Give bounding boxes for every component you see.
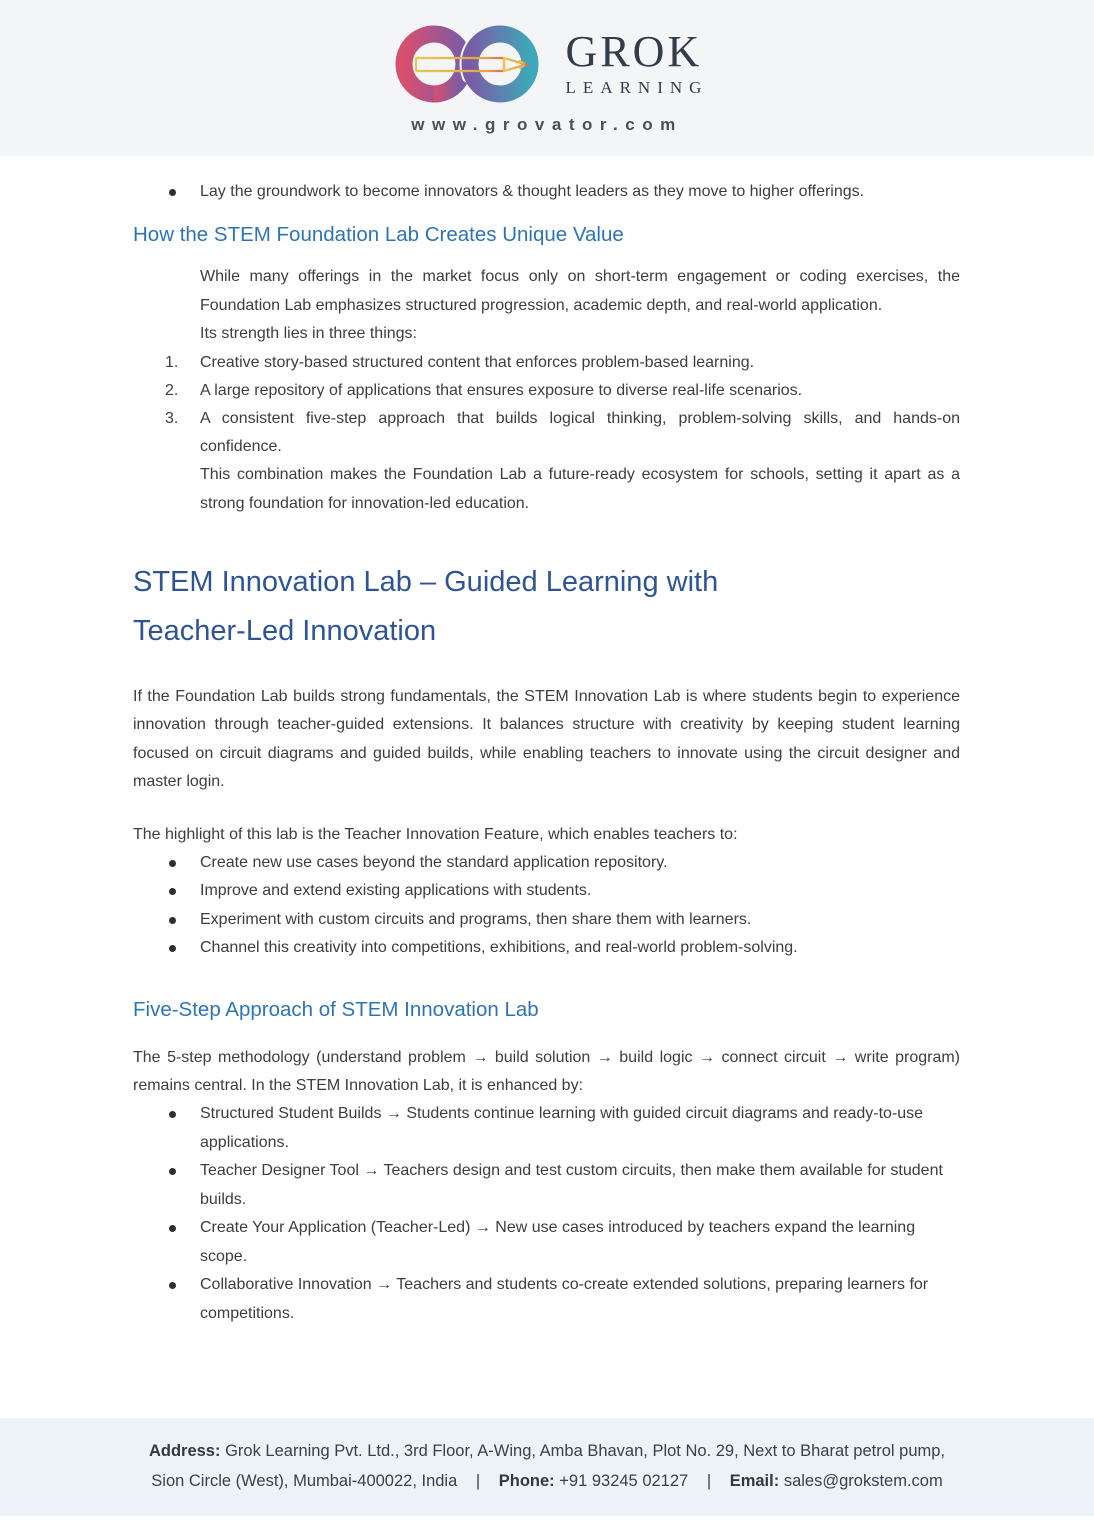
page-title-innovation-lab: STEM Innovation Lab – Guided Learning with Teacher-Led Innovation (133, 566, 719, 648)
list-item: Channel this creativity into competitions, exhibitions, and real-world problem-solving. (133, 934, 960, 962)
separator: | (706, 1472, 712, 1490)
brand-subtitle: LEARNING (565, 77, 709, 97)
footer-line-1 (149, 1437, 945, 1467)
infinity-pencil-logo-icon (386, 22, 554, 106)
email-label: Email: (729, 1472, 780, 1490)
footer-line-2 (151, 1467, 942, 1497)
list-item: Lay the groundwork to become innovators & thought leaders as they move to higher offerings. (133, 178, 960, 206)
section-heading-foundation-value: How the STEM Foundation Lab Creates Unique Value (133, 223, 624, 247)
footer-address-band (0, 1418, 1094, 1516)
list-item: A large repository of applications that ensures exposure to diverse real-life scenarios. (200, 381, 803, 399)
strengths-numbered-list (133, 349, 960, 462)
teacher-feature-bullet-list (133, 849, 960, 963)
logo-text (565, 26, 709, 98)
five-step-bullet-list (133, 1100, 960, 1328)
list-item: Improve and extend existing applications with students. (133, 877, 960, 905)
address-text-2: Sion Circle (West), Mumbai-400022, India (151, 1472, 458, 1490)
document-body (133, 156, 960, 1328)
list-item: Structured Student Builds → Students continue learning with guided circuit diagrams and ready-to-use applications. (133, 1100, 960, 1157)
phone-label: Phone: (498, 1472, 555, 1490)
list-item: Create new use cases beyond the standard application repository. (133, 849, 960, 877)
header-band (0, 0, 1094, 156)
website-url: www.grovator.com (411, 114, 683, 134)
list-item: Creative story-based structured content that enforces problem-based learning. (200, 353, 755, 371)
email-address: sales@grokstem.com (783, 1472, 943, 1490)
paragraph: Its strength lies in three things: (200, 325, 417, 343)
paragraph: The highlight of this lab is the Teacher Innovation Feature, which enables teachers to: (133, 825, 738, 843)
list-item: Experiment with custom circuits and programs, then share them with learners. (133, 906, 960, 934)
address-label: Address: (148, 1442, 221, 1461)
list-item: Create Your Application (Teacher-Led) → New use cases introduced by teachers expand the learning scope. (133, 1214, 960, 1271)
list-item: A consistent five-step approach that builds logical thinking, problem-solving skills, and hands-on confidence. (200, 409, 960, 455)
intro-bullet-list (133, 178, 960, 206)
paragraph: If the Foundation Lab builds strong fundamentals, the STEM Innovation Lab is where students begin to experience innovation through teacher-guided extensions. It balances structure with creativity by keeping student learning focused on circuit diagrams and guided builds, while enabling teachers to innovate using the circuit designer and master login. (133, 687, 960, 791)
address-text-1: Grok Learning Pvt. Ltd., 3rd Floor, A-Wing, Amba Bhavan, Plot No. 29, Next to Bharat petrol pump, (225, 1442, 946, 1461)
phone-number: +91 93245 02127 (559, 1472, 689, 1490)
list-item: Teacher Designer Tool → Teachers design and test custom circuits, then make them available for student builds. (133, 1157, 960, 1214)
paragraph: This combination makes the Foundation Lab a future-ready ecosystem for schools, setting it apart as a strong foundation for innovation-led education. (200, 466, 960, 512)
paragraph: The 5-step methodology (understand problem → build solution → build logic → connect circuit → write program) remains central. In the STEM Innovation Lab, it is enhanced by: (133, 1048, 960, 1094)
paragraph: While many offerings in the market focus only on short-term engagement or coding exercises, the Foundation Lab emphasizes structured progression, academic depth, and real-world application. (200, 268, 960, 314)
separator: | (475, 1472, 481, 1490)
logo (386, 22, 709, 106)
brand-name: GROK (565, 26, 703, 76)
section-heading-five-step: Five-Step Approach of STEM Innovation Lab (133, 997, 539, 1021)
list-item: Collaborative Innovation → Teachers and students co-create extended solutions, preparing learners for competitions. (133, 1271, 960, 1328)
